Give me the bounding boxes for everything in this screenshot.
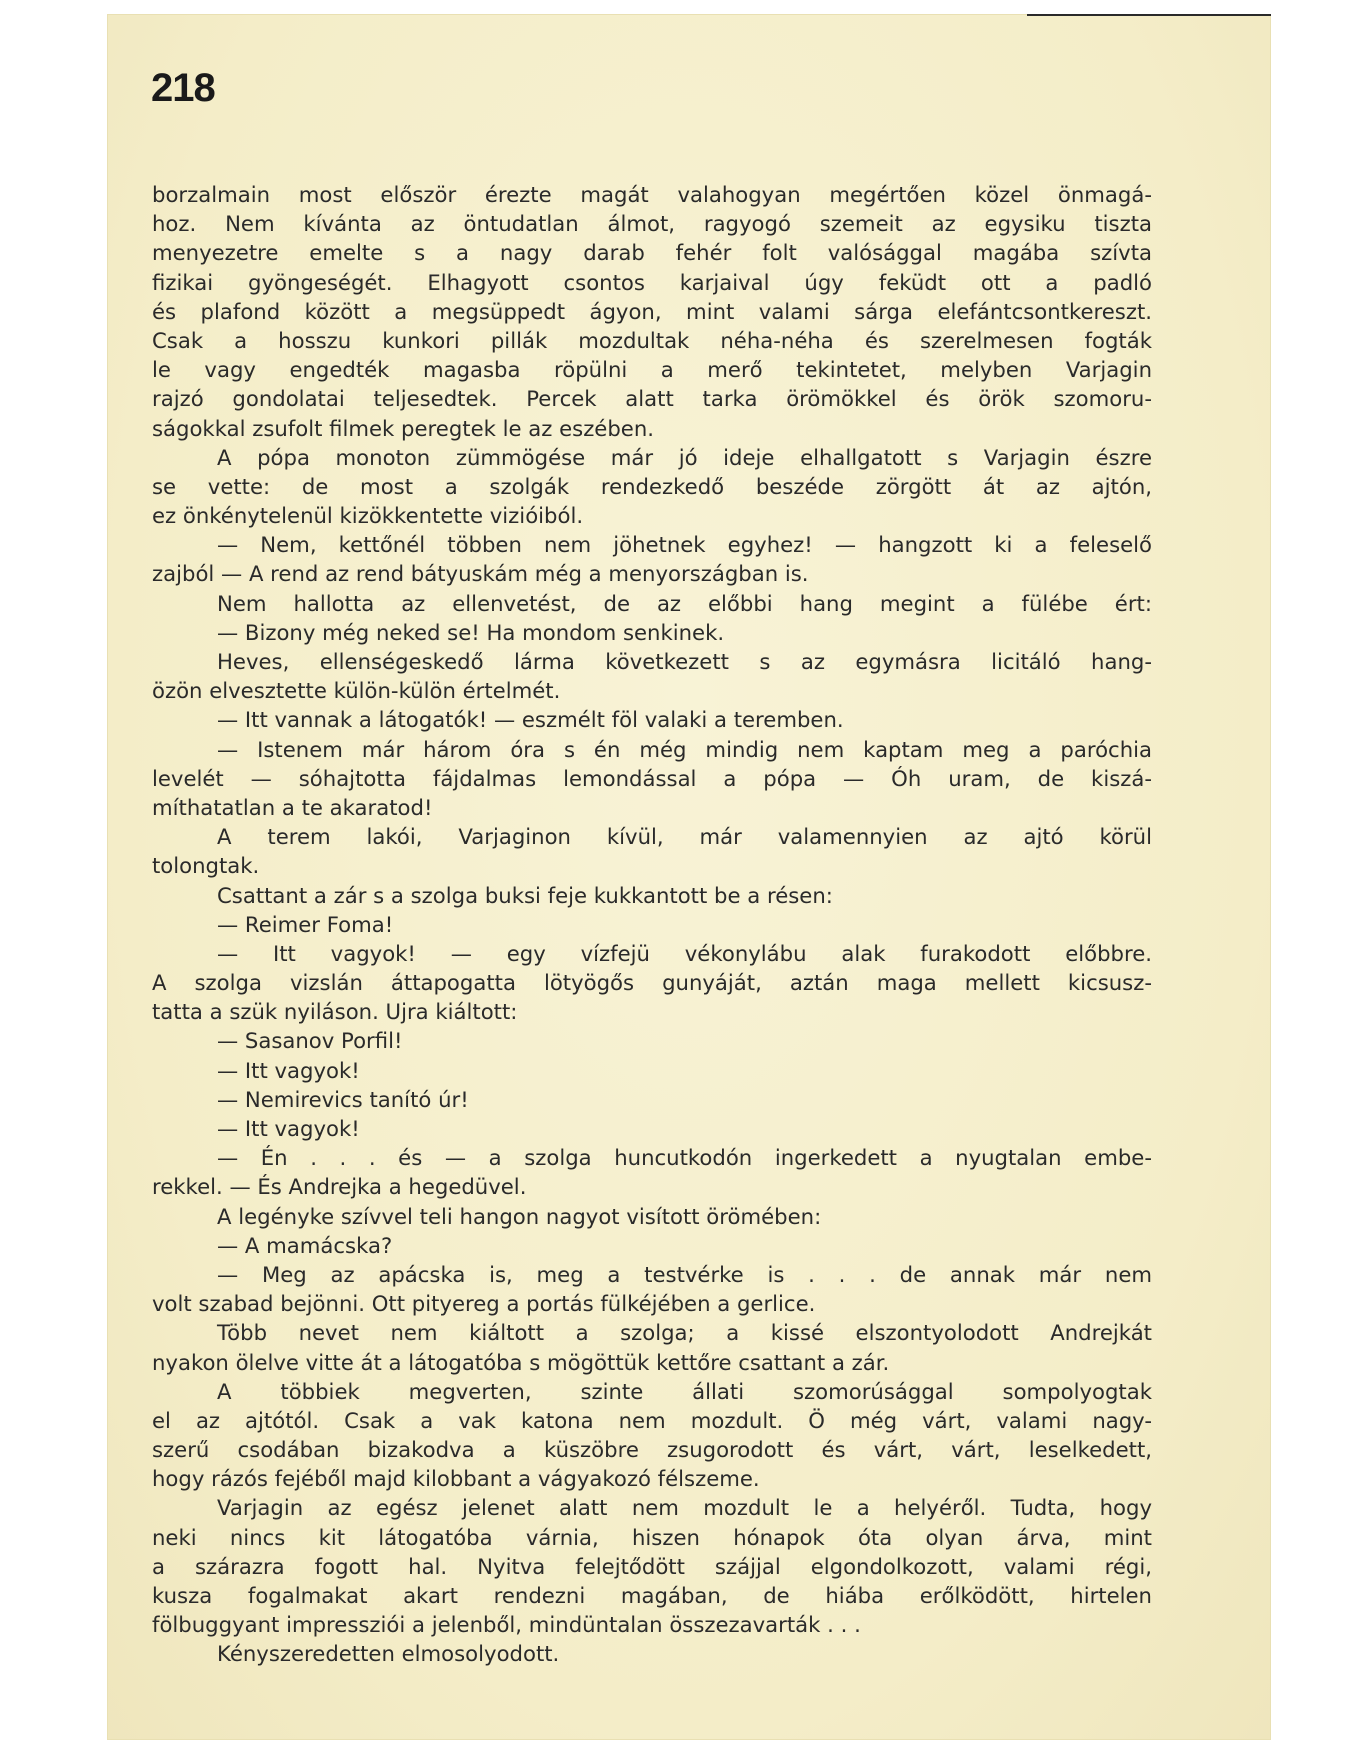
- text-line: — Nem, kettőnél többen nem jöhetnek egyhez! — hangzott ki a feleselő: [217, 532, 1152, 558]
- text-line: Csattant a zár s a szolga buksi feje kukkantott be a résen:: [217, 882, 833, 908]
- text-line: Nem hallotta az ellenvetést, de az előbbi hang megint a fülébe ért:: [217, 590, 1152, 616]
- text-line: A terem lakói, Varjaginon kívül, már valamennyien az ajtó körül: [217, 824, 1152, 850]
- text-line: Csak a hosszu kunkori pillák mozdultak néha-néha és szerelmesen fogták: [152, 327, 1152, 353]
- text-line: szerű csodában bizakodva a küszöbre zsugorodott és várt, várt, leselkedett,: [152, 1437, 1152, 1463]
- text-line: — Itt vagyok!: [217, 1057, 360, 1083]
- text-line: ságokkal zsufolt filmek peregtek le az eszében.: [152, 415, 654, 441]
- text-line: el az ajtótól. Csak a vak katona nem mozdult. Ö még várt, valami nagy-: [152, 1407, 1152, 1433]
- text-line: volt szabad bejönni. Ott pityereg a portás fülkéjében a gerlice.: [152, 1291, 816, 1317]
- text-line: A legényke szívvel teli hangon nagyot visított örömében:: [217, 1203, 822, 1229]
- text-line: tatta a szük nyiláson. Ujra kiáltott:: [152, 999, 518, 1025]
- body-text: [152, 180, 1152, 1669]
- text-line: a szárazra fogott hal. Nyitva felejtődött szájjal elgondolkozott, valami régi,: [152, 1553, 1152, 1579]
- text-line: levelét — sóhajtotta fájdalmas lemondással a pópa — Óh uram, de kiszá-: [152, 765, 1152, 791]
- text-line: zajból — A rend az rend bátyuskám még a menyországban is.: [152, 561, 809, 587]
- text-line: — Nemirevics tanító úr!: [217, 1086, 469, 1112]
- text-line: borzalmain most először érezte magát valahogyan megértően közel önmagá-: [152, 182, 1152, 207]
- text-line: le vagy engedték magasba röpülni a merő tekintetet, melyben Varjagin: [152, 357, 1152, 383]
- text-line: míthatatlan a te akaratod!: [152, 794, 433, 820]
- text-line: fölbuggyant impressziói a jelenből, mindüntalan összezavarták . . .: [152, 1612, 861, 1638]
- text-line: ez önkénytelenül kizökkentette vizióiból.: [152, 503, 584, 529]
- text-line: — Istenem már három óra s én még mindig nem kaptam meg a paróchia: [217, 736, 1152, 762]
- text-line: fizikai gyöngeségét. Elhagyott csontos karjaival úgy feküdt ott a padló: [152, 269, 1152, 295]
- text-line: kusza fogalmakat akart rendezni magában, de hiába erőlködött, hirtelen: [152, 1583, 1152, 1608]
- text-line: Több nevet nem kiáltott a szolga; a kissé elszontyolodott Andrejkát: [217, 1320, 1152, 1346]
- text-line: A többiek megverten, szinte állati szomorúsággal sompolyogtak: [217, 1378, 1152, 1404]
- page-number: 218: [151, 66, 215, 110]
- text-line: — Én . . . és — a szolga huncutkodón ingerkedett a nyugtalan embe-: [217, 1145, 1152, 1171]
- book-page: [107, 14, 1271, 1740]
- text-line: se vette: de most a szolgák rendezkedő beszéde zörgött át az ajtón,: [152, 473, 1152, 499]
- text-line: — Meg az apácska is, meg a testvérke is . . . de annak már nem: [217, 1261, 1152, 1287]
- text-line: hoz. Nem kívánta az öntudatlan álmot, ragyogó szemeit az egysiku tiszta: [152, 211, 1152, 237]
- text-line: A pópa monoton zümmögése már jó ideje elhallgatott s Varjagin észre: [217, 444, 1152, 470]
- text-line: tolongtak.: [152, 853, 260, 879]
- text-line: menyezetre emelte s a nagy darab fehér folt valósággal magába szívta: [152, 240, 1152, 266]
- text-line: Kényszeredetten elmosolyodott.: [217, 1641, 560, 1667]
- text-line: A szolga vizslán áttapogatta lötyögős gunyáját, aztán maga mellett kicsusz-: [152, 970, 1152, 996]
- page-edge-rule: [1027, 14, 1271, 16]
- text-line: és plafond között a megsüppedt ágyon, mint valami sárga elefántcsontkereszt.: [152, 298, 1152, 324]
- text-line: — Itt vagyok!: [217, 1116, 360, 1141]
- text-line: — Bizony még neked se! Ha mondom senkinek.: [217, 619, 725, 645]
- text-line: — Itt vagyok! — egy vízfejü vékonylábu alak furakodott előbbre.: [217, 940, 1152, 966]
- text-line: hogy rázós fejéből majd kilobbant a vágyakozó félszeme.: [152, 1466, 760, 1492]
- text-line: — A mamácska?: [217, 1232, 393, 1258]
- text-line: — Sasanov Porfil!: [217, 1028, 403, 1054]
- text-line: neki nincs kit látogatóba várnia, hiszen hónapok óta olyan árva, mint: [152, 1524, 1152, 1550]
- text-line: özön elvesztette külön-külön értelmét.: [152, 678, 561, 704]
- text-line: nyakon ölelve vitte át a látogatóba s mögöttük kettőre csattant a zár.: [152, 1349, 890, 1375]
- text-line: — Reimer Foma!: [217, 911, 394, 937]
- text-line: rekkel. — És Andrejka a hegedüvel.: [152, 1174, 527, 1200]
- text-line: Heves, ellenségeskedő lárma következett s az egymásra licitáló hang-: [217, 649, 1152, 674]
- text-line: — Itt vannak a látogatók! — eszmélt föl valaki a teremben.: [217, 707, 844, 733]
- text-line: rajzó gondolatai teljesedtek. Percek alatt tarka örömökkel és örök szomoru-: [152, 386, 1152, 412]
- text-line: Varjagin az egész jelenet alatt nem mozdult le a helyéről. Tudta, hogy: [217, 1495, 1152, 1521]
